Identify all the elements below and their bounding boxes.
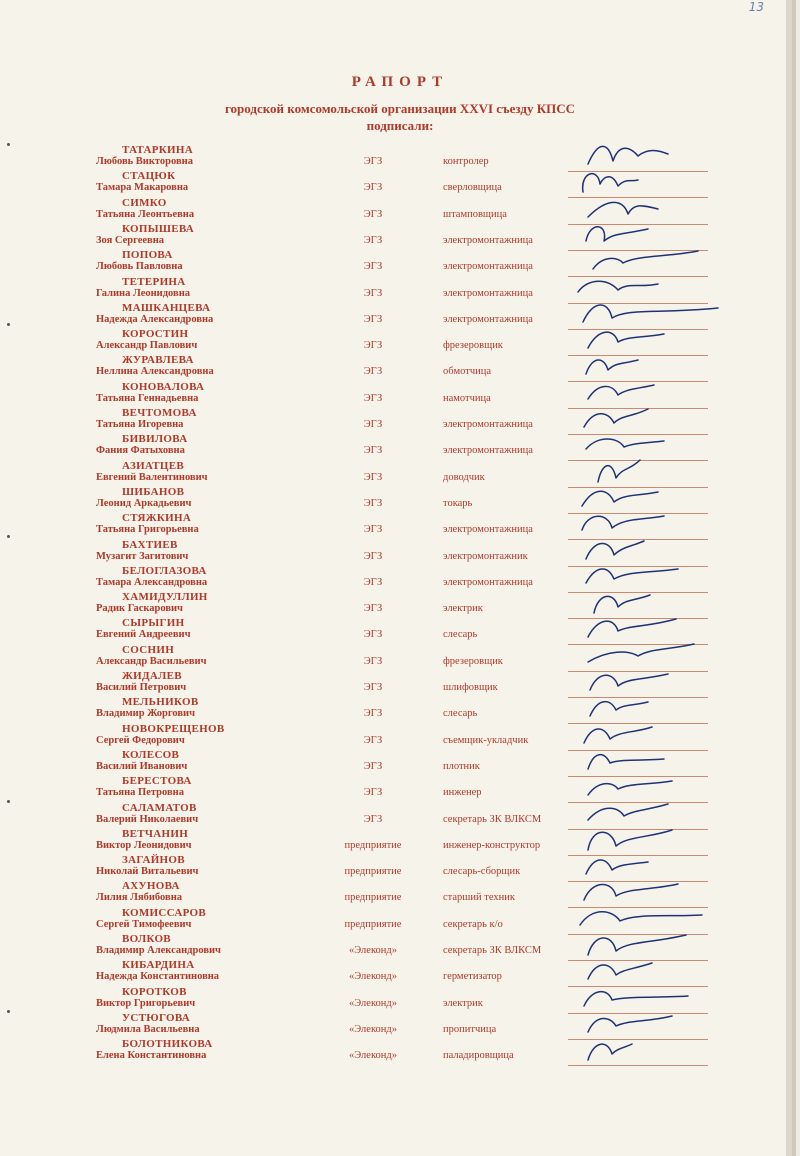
signatory-given-name: Василий Петрович xyxy=(96,682,187,693)
signatory-surname: УСТЮГОВА xyxy=(122,1011,191,1024)
signatory-profession: фрезеровщик xyxy=(443,340,503,352)
signatory-given-name: Татьяна Григорьевна xyxy=(96,524,199,536)
signatory-profession: герметизатор xyxy=(443,971,502,983)
document-subtitle: городской комсомольской организации XXVI съезду КПСС xyxy=(224,101,576,116)
signatory-surname: СТЯЖКИНА xyxy=(122,512,192,525)
signatory-surname: СИМКО xyxy=(122,196,167,209)
signatory-given-name: Любовь Павловна xyxy=(96,261,183,273)
signatory-profession: электромонтажница xyxy=(443,261,533,273)
signatory-profession: старший техник xyxy=(443,892,515,904)
signatory-given-name: Леонид Аркадьевич xyxy=(96,497,192,509)
signatory-profession: секретарь ЗК ВЛКСМ xyxy=(443,945,542,956)
signatory-surname: ВЕТЧАНИН xyxy=(122,827,189,840)
signatory-profession: электромонтажница xyxy=(443,287,533,299)
signatory-profession: контролер xyxy=(443,156,489,167)
signatory-surname: АХУНОВА xyxy=(122,880,180,893)
signatory-organization: ЭГЗ xyxy=(363,471,383,483)
signatory-given-name: Елена Константиновна xyxy=(96,1050,207,1062)
signatory-given-name: Любовь Викторовна xyxy=(96,156,193,167)
signatory-given-name: Зоя Сергеевна xyxy=(96,234,165,246)
signatory-given-name: Виктор Григорьевич xyxy=(96,997,196,1009)
signatory-surname: КОМИССАРОВ xyxy=(122,906,207,919)
signatory-given-name: Музагит Загитович xyxy=(96,550,189,562)
signatory-given-name: Тамара Макаровна xyxy=(96,182,189,194)
signatory-profession: электромонтажница xyxy=(443,313,533,325)
signatory-organization: предприятие xyxy=(344,839,402,851)
signatory-surname: ХАМИДУЛЛИН xyxy=(122,591,208,604)
signatory-surname: МАШКАНЦЕВА xyxy=(122,301,211,314)
signatory-surname: СОСНИН xyxy=(122,643,175,656)
signatory-organization: предприятие xyxy=(344,866,402,878)
signatory-organization: ЭГЗ xyxy=(363,708,383,720)
signatory-given-name: Владимир Жоргович xyxy=(96,708,195,720)
signatory-profession: съемщик-укладчик xyxy=(443,734,529,746)
signatory-profession: токарь xyxy=(443,497,473,509)
signatory-organization: ЭГЗ xyxy=(363,734,383,746)
signatory-organization: предприятие xyxy=(344,892,402,904)
signatory-surname: СЫРЫГИН xyxy=(122,617,185,630)
signatory-organization: ЭГЗ xyxy=(363,445,383,457)
signatory-organization: ЭГЗ xyxy=(363,603,383,615)
signatory-surname: СТАЦЮК xyxy=(122,170,176,183)
signatory-given-name: Лилия Лябибовна xyxy=(96,892,182,904)
signatory-organization: ЭГЗ xyxy=(363,340,383,352)
signatory-profession: электромонтажница xyxy=(443,234,533,246)
signatory-given-name: Александр Павлович xyxy=(96,340,198,352)
signatory-organization: «Элеконд» xyxy=(349,945,397,956)
signatory-surname: КОРОСТИН xyxy=(122,328,189,341)
signatory-organization: ЭГЗ xyxy=(363,655,383,667)
signatory-organization: предприятие xyxy=(344,918,402,930)
signatory-surname: САЛАМАТОВ xyxy=(122,801,197,814)
signatory-given-name: Виктор Леонидович xyxy=(96,839,192,851)
signatory-profession: электрик xyxy=(443,603,483,615)
signatory-profession: электромонтажница xyxy=(443,524,533,536)
signatory-organization: ЭГЗ xyxy=(363,813,383,825)
signatory-given-name: Евгений Валентинович xyxy=(96,471,208,483)
signatory-surname: НОВОКРЕЩЕНОВ xyxy=(122,722,225,735)
signatory-given-name: Неллина Александровна xyxy=(96,366,214,378)
signatory-organization: ЭГЗ xyxy=(363,366,383,378)
signatory-organization: ЭГЗ xyxy=(363,234,383,246)
signatory-profession: обмотчица xyxy=(443,366,492,378)
signatory-surname: БОЛОТНИКОВА xyxy=(122,1038,213,1051)
signatory-given-name: Александр Васильевич xyxy=(96,655,207,667)
signatory-given-name: Надежда Константиновна xyxy=(96,971,220,983)
signatory-organization: ЭГЗ xyxy=(363,313,383,325)
signatory-surname: АЗИАТЦЕВ xyxy=(122,459,184,472)
signatory-organization: ЭГЗ xyxy=(363,261,383,273)
signatory-surname: ВОЛКОВ xyxy=(122,933,171,945)
signatory-given-name: Фания Фатыховна xyxy=(96,445,185,457)
signatory-surname: ЖИДАЛЕВ xyxy=(122,670,182,682)
signatory-given-name: Людмила Васильевна xyxy=(96,1023,200,1035)
signatory-organization: ЭГЗ xyxy=(363,760,383,772)
signatory-given-name: Владимир Александрович xyxy=(96,945,221,956)
signatory-profession: слесарь xyxy=(443,708,478,720)
signatory-organization: ЭГЗ xyxy=(363,497,383,509)
signatory-organization: «Элеконд» xyxy=(349,997,397,1009)
signatory-surname: БИВИЛОВА xyxy=(122,433,188,446)
signatory-given-name: Сергей Федорович xyxy=(96,734,185,746)
page-number: 13 xyxy=(748,0,764,14)
signatory-profession: электромонтажница xyxy=(443,419,533,430)
signatory-given-name: Татьяна Петровна xyxy=(96,787,184,799)
signatory-surname: БЕРЕСТОВА xyxy=(122,775,192,788)
signatory-surname: ТЕТЕРИНА xyxy=(122,275,186,288)
signatory-given-name: Татьяна Леонтьевна xyxy=(96,208,195,220)
signatory-organization: ЭГЗ xyxy=(363,524,383,536)
signatory-profession: паладировщица xyxy=(443,1050,514,1062)
signatory-profession: инженер-конструктор xyxy=(443,839,541,851)
signatory-given-name: Надежда Александровна xyxy=(96,313,214,325)
signatory-row xyxy=(0,1038,800,1064)
signatory-organization: «Элеконд» xyxy=(349,1050,397,1062)
signatory-given-name: Валерий Николаевич xyxy=(96,813,199,825)
signatory-organization: ЭГЗ xyxy=(363,208,383,220)
signatory-surname: МЕЛЬНИКОВ xyxy=(122,696,199,709)
signatory-given-name: Радик Гаскарович xyxy=(96,603,183,615)
signatory-profession: пропитчица xyxy=(443,1023,497,1035)
signatory-profession: фрезеровщик xyxy=(443,655,503,667)
signatory-profession: электромонтажник xyxy=(443,550,528,562)
signatory-profession: доводчик xyxy=(443,471,485,483)
signatory-organization: ЭГЗ xyxy=(363,629,383,641)
signatory-profession: инженер xyxy=(443,787,482,799)
signatory-surname: ТАТАРКИНА xyxy=(122,144,193,156)
signatory-profession: слесарь-сборщик xyxy=(443,866,521,878)
signatory-surname: БЕЛОГЛАЗОВА xyxy=(122,564,207,577)
signatory-organization: ЭГЗ xyxy=(363,419,383,430)
signatory-profession: секретарь ЗК ВЛКСМ xyxy=(443,813,542,825)
signatory-given-name: Николай Витальевич xyxy=(96,866,199,878)
signatory-surname: БАХТИЕВ xyxy=(122,538,178,551)
signatory-surname: КОРОТКОВ xyxy=(122,985,187,998)
signatory-surname: КОНОВАЛОВА xyxy=(122,380,205,393)
signatory-surname: ВЕЧТОМОВА xyxy=(122,407,197,419)
signatory-surname: ЗАГАЙНОВ xyxy=(122,854,185,867)
signatory-organization: ЭГЗ xyxy=(363,787,383,799)
signed-label: подписали: xyxy=(366,118,434,133)
signatory-surname: ПОПОВА xyxy=(122,249,173,262)
signatory-given-name: Тамара Александровна xyxy=(96,576,208,588)
signatory-organization: ЭГЗ xyxy=(363,576,383,588)
signatory-profession: секретарь к/о xyxy=(443,918,503,930)
signatory-profession: намотчица xyxy=(443,392,491,404)
signatory-given-name: Василий Иванович xyxy=(96,760,188,772)
signatory-given-name: Татьяна Геннадьевна xyxy=(96,392,199,404)
signatory-organization: ЭГЗ xyxy=(363,156,383,167)
document-title: РАПОРТ xyxy=(351,74,449,90)
signatory-surname: КИБАРДИНА xyxy=(122,959,195,972)
handwritten-signature xyxy=(568,1030,738,1066)
signatory-surname: КОПЫШЕВА xyxy=(122,222,195,235)
signatory-given-name: Сергей Тимофеевич xyxy=(96,918,192,930)
signatory-surname: КОЛЕСОВ xyxy=(122,748,180,761)
signatory-organization: ЭГЗ xyxy=(363,287,383,299)
signatory-organization: ЭГЗ xyxy=(363,682,383,693)
signatory-surname: ЖУРАВЛЕВА xyxy=(122,354,194,367)
signatory-profession: сверловщица xyxy=(443,182,502,194)
signatory-surname: ШИБАНОВ xyxy=(122,485,185,498)
signatory-given-name: Татьяна Игоревна xyxy=(96,419,184,430)
signatory-profession: плотник xyxy=(443,760,480,772)
signatory-organization: «Элеконд» xyxy=(349,971,397,983)
signatory-organization: «Элеконд» xyxy=(349,1023,397,1035)
signatory-profession: шлифовщик xyxy=(443,682,498,693)
signatory-profession: штамповщица xyxy=(443,208,507,220)
signatory-given-name: Евгений Андреевич xyxy=(96,629,191,641)
signatory-given-name: Галина Леонидовна xyxy=(96,287,190,299)
signatory-profession: слесарь xyxy=(443,629,478,641)
signatory-organization: ЭГЗ xyxy=(363,392,383,404)
signatory-profession: электрик xyxy=(443,997,483,1009)
signatory-organization: ЭГЗ xyxy=(363,550,383,562)
signatory-profession: электромонтажница xyxy=(443,445,533,457)
signatory-organization: ЭГЗ xyxy=(363,182,383,194)
signatory-profession: электромонтажница xyxy=(443,576,533,588)
